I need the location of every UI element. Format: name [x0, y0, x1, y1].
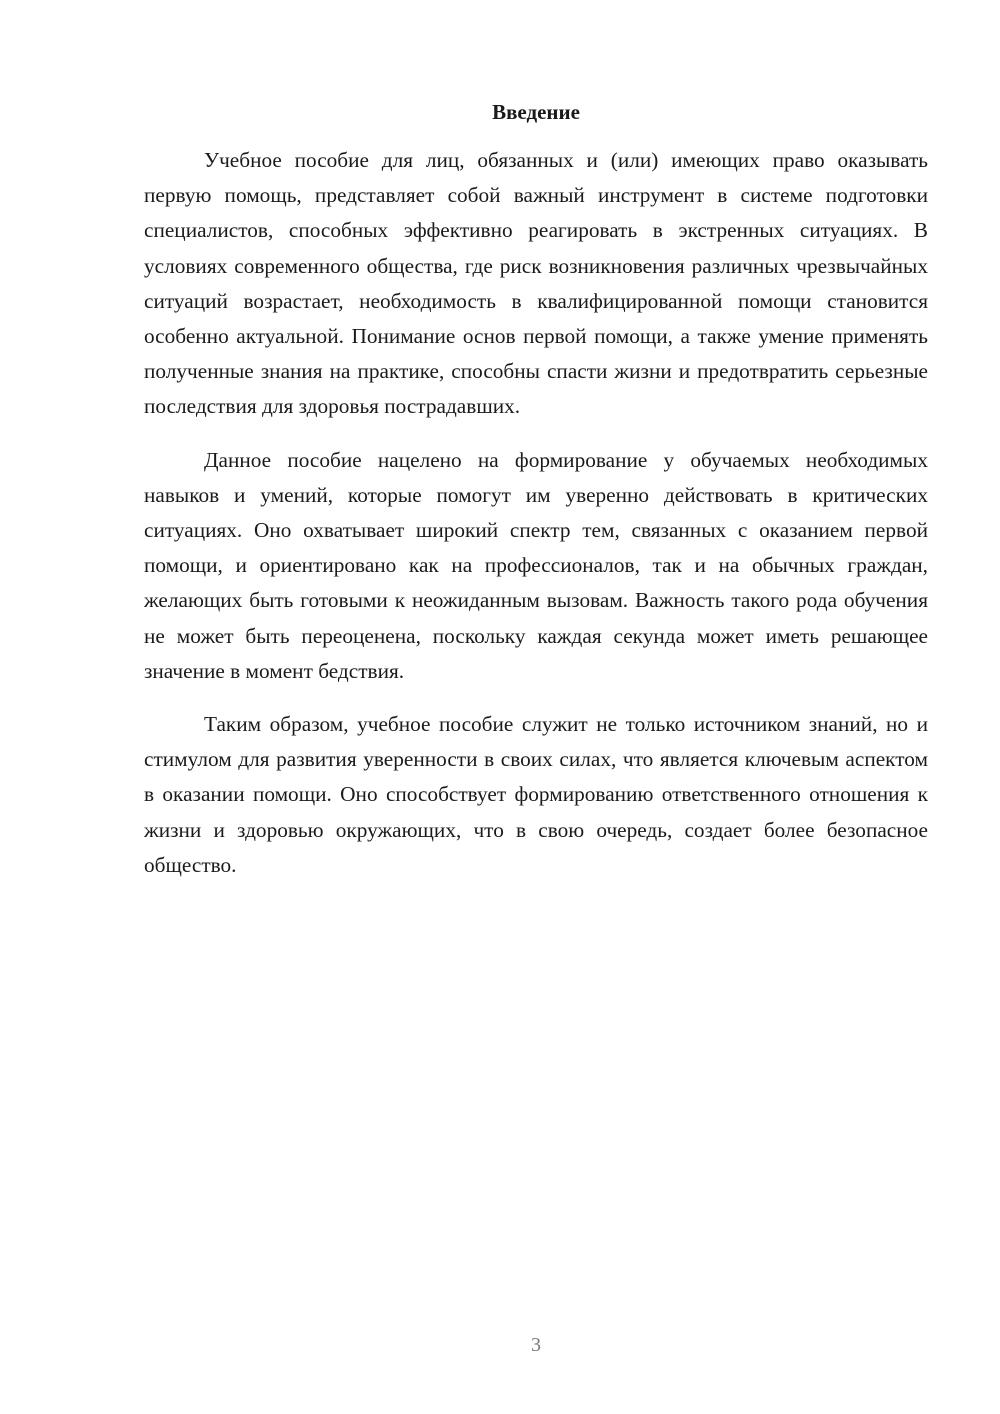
- page-number: 3: [531, 1334, 541, 1356]
- paragraph-2: Данное пособие нацелено на формирование у обучаемых необходимых навыков и умений, которые помогут им уверенно действовать в критических ситуациях. Оно охватывает широкий спектр тем, связанных с оказанием первой помощи, и ориентировано как на профессионалов, так и на обычных граждан, желающих быть готовыми к неожиданным вызовам. Важность такого рода обучения не может быть переоценена, поскольку каждая секунда может иметь решающее значение в момент бедствия.: [144, 447, 928, 683]
- paragraph-1: Учебное пособие для лиц, обязанных и (или) имеющих право оказывать первую помощь, представляет собой важный инструмент в системе подготовки специалистов, способных эффективно реагировать в экстренных ситуациях. В условиях современного общества, где риск возникновения различных чрезвычайных ситуаций возрастает, необходимость в квалифицированной помощи становится особенно актуальной. Понимание основ первой помощи, а также умение применять полученные знания на практике, способны спасти жизни и предотвратить серьезные последствия для здоровья пострадавших.: [144, 148, 928, 419]
- section-title: Введение: [492, 100, 580, 124]
- paragraph-3: Таким образом, учебное пособие служит не только источником знаний, но и стимулом для развития уверенности в своих силах, что является ключевым аспектом в оказании помощи. Оно способствует формированию ответственного отношения к жизни и здоровью окружающих, что в свою очередь, создает более безопасное общество.: [144, 712, 928, 877]
- document-body: [144, 143, 928, 901]
